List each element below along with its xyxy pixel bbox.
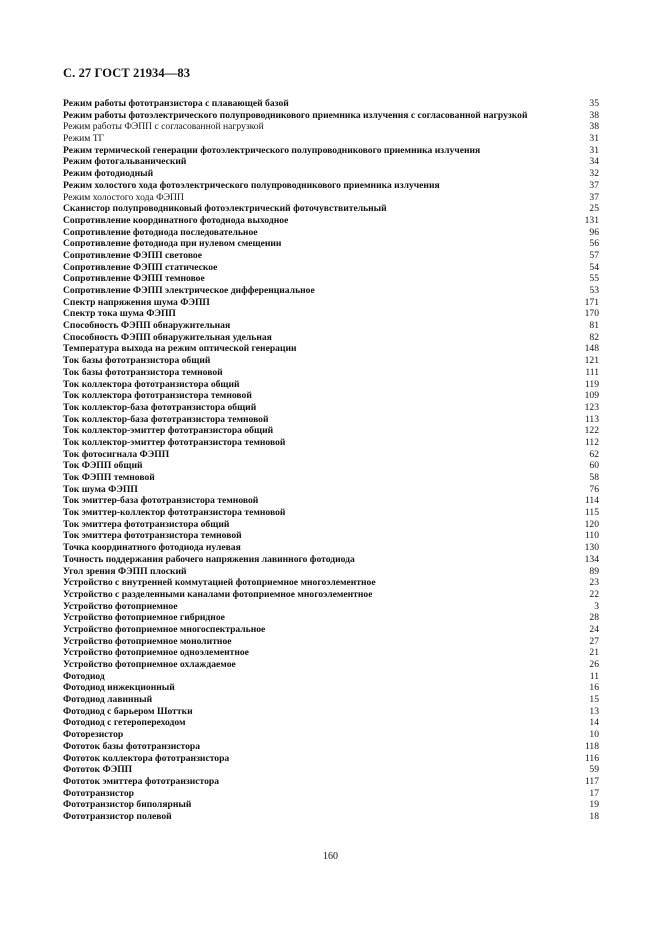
index-page-ref: 130 (584, 542, 599, 554)
index-page-ref: 118 (584, 740, 599, 752)
index-term: Фотодиод инжекционный (63, 682, 175, 694)
index-term: Ток коллектора фототранзистора темновой (63, 390, 252, 402)
index-term: Устройство фотоприемное монолитное (63, 635, 232, 647)
index-page-ref: 3 (594, 600, 599, 612)
index-entry (63, 753, 599, 765)
index-term: Способность ФЭПП обнаружительная удельная (63, 331, 272, 343)
index-entry (63, 133, 599, 145)
index-term: Ток ФЭПП темновой (63, 472, 155, 483)
index-entry (63, 717, 599, 729)
index-entry (63, 647, 599, 659)
index-entry (63, 799, 599, 811)
index-term: Режим холостого хода ФЭПП (63, 191, 184, 203)
index-entry (63, 402, 599, 414)
index-term: Режим работы фотоэлектрического полупроводникового приемника излучения с согласованной нагрузкой (63, 109, 528, 121)
index-term: Устройство с внутренней коммутацией фотоприемное многоэлементное (63, 577, 376, 589)
index-page-ref: 134 (584, 553, 599, 565)
index-entry (63, 706, 599, 718)
index-page-ref: 19 (589, 799, 599, 811)
index-term: Угол зрения ФЭПП плоский (63, 565, 187, 577)
index-term: Ток эмиттера фототранзистора общий (63, 518, 230, 530)
index-term: Ток коллектор-база фототранзистора темновой (63, 413, 269, 425)
index-page-ref: 81 (589, 320, 599, 332)
index-page-ref: 55 (589, 273, 599, 285)
index-page-ref: 82 (589, 331, 599, 343)
index-page-ref: 35 (589, 98, 599, 109)
index-page-ref: 21 (589, 647, 599, 659)
index-entry (63, 788, 599, 800)
index-entry (63, 460, 599, 472)
index-entry (63, 507, 599, 519)
index-term: Точка координатного фотодиода нулевая (63, 542, 241, 554)
index-term: Фототранзистор полевой (63, 810, 172, 822)
index-term: Сопротивление ФЭПП статическое (63, 261, 218, 273)
index-page-ref: 123 (584, 401, 599, 413)
index-entry (63, 671, 599, 683)
index-term: Ток базы фототранзистора темновой (63, 366, 223, 378)
index-page-ref: 76 (589, 483, 599, 495)
index-term: Ток ФЭПП общий (63, 460, 143, 472)
index-page-ref: 38 (589, 121, 599, 133)
index-term: Ток эмиттера фототранзистора темновой (63, 530, 242, 542)
index-page-ref: 59 (589, 764, 599, 776)
index-page-ref: 34 (589, 156, 599, 168)
index-term: Ток коллектор-база фототранзистора общий (63, 401, 257, 413)
index-term: Устройство фотоприемное многоспектральное (63, 623, 266, 635)
index-page-ref: 115 (584, 507, 599, 519)
index-entry (63, 250, 599, 262)
index-page-ref: 60 (589, 460, 599, 472)
index-term: Спектр тока шума ФЭПП (63, 308, 176, 320)
index-term: Фототок эмиттера фототранзистора (63, 775, 220, 787)
index-entry (63, 729, 599, 741)
index-term: Устройство фотоприемное охлаждаемое (63, 659, 236, 670)
index-entry (63, 367, 599, 379)
index-page-ref: 38 (589, 109, 599, 121)
index-page-ref: 120 (584, 518, 599, 530)
index-term: Сопротивление фотодиода при нулевом смещении (63, 238, 282, 250)
index-page-ref: 131 (584, 214, 599, 226)
index-term: Ток коллектор-эмиттер фототранзистора общий (63, 425, 274, 437)
index-term: Режим фотогальванический (63, 156, 187, 168)
index-entry (63, 332, 599, 344)
index-entry (63, 776, 599, 788)
index-page-ref: 56 (589, 238, 599, 250)
index-entry (63, 355, 599, 367)
index-entry (63, 379, 599, 391)
index-entry (63, 168, 599, 180)
index-term: Сканистор полупроводниковый фотоэлектрический фоточувствительный (63, 203, 387, 215)
index-entry (63, 110, 599, 122)
index-page-ref: 26 (589, 659, 599, 670)
index-term: Режим холостого хода фотоэлектрического полупроводникового приемника излучения (63, 179, 440, 191)
index-entry (63, 764, 599, 776)
index-page-ref: 32 (589, 168, 599, 180)
index-term: Режим ТГ (63, 133, 105, 145)
index-term: Фотодиод с гетеропереходом (63, 717, 186, 729)
index-page-ref: 122 (584, 425, 599, 437)
index-term: Фототок ФЭПП (63, 764, 133, 776)
index-entry (63, 682, 599, 694)
index-term: Точность поддержания рабочего напряжения лавинного фотодиода (63, 553, 355, 565)
index-entry (63, 694, 599, 706)
index-entry (63, 425, 599, 437)
index-page-ref: 54 (589, 261, 599, 273)
index-page-ref: 31 (589, 133, 599, 145)
index-page-ref: 112 (584, 436, 599, 448)
index-term: Ток эмиттер-коллектор фототранзистора темновой (63, 507, 286, 519)
index-page-ref: 116 (584, 752, 599, 764)
index-page-ref: 119 (584, 378, 599, 390)
index-term: Сопротивление фотодиода последовательное (63, 226, 258, 238)
index-term: Режим работы ФЭПП с согласованной нагрузкой (63, 121, 264, 133)
index-page-ref: 13 (589, 705, 599, 717)
index-page-ref: 14 (589, 717, 599, 729)
index-term: Сопротивление ФЭПП темновое (63, 273, 205, 285)
index-entry (63, 180, 599, 192)
index-term: Сопротивление ФЭПП световое (63, 249, 202, 261)
index-entry (63, 308, 599, 320)
index-page-ref: 96 (589, 226, 599, 238)
index-entry (63, 811, 599, 823)
index-page-ref: 11 (589, 670, 599, 682)
index-term: Фоторезистор (63, 729, 124, 741)
index-term: Режим термической генерации фотоэлектрического полупроводникового приемника излучения (63, 144, 481, 156)
index-page-ref: 37 (589, 179, 599, 191)
index-page-ref: 37 (589, 191, 599, 203)
index-term: Фотодиод (63, 670, 105, 682)
index-entry (63, 297, 599, 309)
index-entry (63, 215, 599, 227)
index-entry (63, 741, 599, 753)
index-entry (63, 285, 599, 297)
index-entry (63, 542, 599, 554)
index-page-ref: 114 (584, 495, 599, 507)
index-term: Сопротивление координатного фотодиода выходное (63, 214, 289, 226)
index-page-ref: 22 (589, 588, 599, 600)
index-page-ref: 110 (584, 530, 599, 542)
index-term: Ток эмиттер-база фототранзистора темновой (63, 495, 259, 507)
index-entry (63, 484, 599, 496)
index-term: Ток базы фототранзистора общий (63, 355, 211, 367)
index-entry (63, 659, 599, 671)
index-entry (63, 519, 599, 531)
index-entry (63, 121, 599, 133)
index-page-ref: 27 (589, 635, 599, 647)
index-page-ref: 57 (589, 249, 599, 261)
index-page-ref: 17 (589, 787, 599, 799)
index-term: Устройство фотоприемное гибридное (63, 612, 225, 624)
index-entry (63, 273, 599, 285)
index-entry (63, 320, 599, 332)
index-term: Режим фотодиодный (63, 168, 154, 180)
index-term: Устройство фотоприемное (63, 600, 178, 612)
index-entry (63, 449, 599, 461)
index-term: Ток фотосигнала ФЭПП (63, 448, 170, 460)
index-page-ref: 16 (589, 682, 599, 694)
index-entry (63, 437, 599, 449)
index-page-ref: 58 (589, 472, 599, 483)
index-entry (63, 203, 599, 215)
index-entry (63, 262, 599, 274)
index-entry (63, 577, 599, 589)
index-page-ref: 109 (584, 390, 599, 402)
index-term: Спектр напряжения шума ФЭПП (63, 296, 210, 308)
index-entry (63, 343, 599, 355)
index-entry (63, 238, 599, 250)
index-entry (63, 192, 599, 204)
index-page-ref: 23 (589, 577, 599, 589)
index-page-ref: 171 (584, 296, 599, 308)
index-page-ref: 28 (589, 612, 599, 624)
index-entry (63, 601, 599, 613)
index-term: Режим работы фототранзистора с плавающей базой (63, 98, 289, 109)
index-page-ref: 111 (585, 366, 599, 378)
index-page-ref: 31 (589, 144, 599, 156)
index-entry (63, 390, 599, 402)
index-entry (63, 156, 599, 168)
index-entry (63, 495, 599, 507)
index-term: Фотодиод лавинный (63, 694, 153, 706)
index-term: Фототок базы фототранзистора (63, 740, 201, 752)
index-term: Ток шума ФЭПП (63, 483, 138, 495)
index-entry (63, 612, 599, 624)
index-entry (63, 636, 599, 648)
index-term: Фотодиод с барьером Шоттки (63, 705, 193, 717)
index-list (63, 98, 599, 823)
index-page-ref: 24 (589, 623, 599, 635)
index-entry (63, 624, 599, 636)
index-term: Ток коллектор-эмиттер фототранзистора темновой (63, 436, 286, 448)
index-page-ref: 117 (584, 775, 599, 787)
index-page-ref: 113 (584, 413, 599, 425)
index-term: Фототранзистор биполярный (63, 799, 192, 811)
index-entry (63, 145, 599, 157)
index-page-ref: 121 (584, 355, 599, 367)
index-term: Фототранзистор (63, 787, 135, 799)
index-term: Устройство фотоприемное одноэлементное (63, 647, 249, 659)
index-page-ref: 25 (589, 203, 599, 215)
index-term: Фототок коллектора фототранзистора (63, 752, 230, 764)
index-entry (63, 589, 599, 601)
index-entry (63, 472, 599, 484)
index-entry (63, 554, 599, 566)
index-entry (63, 98, 599, 110)
page-header: С. 27 ГОСТ 21934—83 (63, 66, 191, 80)
index-page-ref: 148 (584, 343, 599, 355)
index-entry (63, 566, 599, 578)
index-page-ref: 62 (589, 448, 599, 460)
index-term: Температура выхода на режим оптической генерации (63, 343, 297, 355)
index-entry (63, 227, 599, 239)
index-term: Устройство с разделенными каналами фотоприемное многоэлементное (63, 588, 373, 600)
index-entry (63, 530, 599, 542)
index-term: Сопротивление ФЭПП электрическое дифференциальное (63, 285, 315, 296)
page-number: 160 (323, 851, 338, 862)
index-page-ref: 89 (589, 565, 599, 577)
index-page-ref: 10 (589, 729, 599, 741)
index-page-ref: 170 (584, 308, 599, 320)
index-page-ref: 18 (589, 810, 599, 822)
index-term: Способность ФЭПП обнаружительная (63, 320, 231, 332)
index-entry (63, 414, 599, 426)
index-page-ref: 15 (589, 694, 599, 706)
index-term: Ток коллектора фототранзистора общий (63, 378, 240, 390)
index-page-ref: 53 (589, 285, 599, 296)
